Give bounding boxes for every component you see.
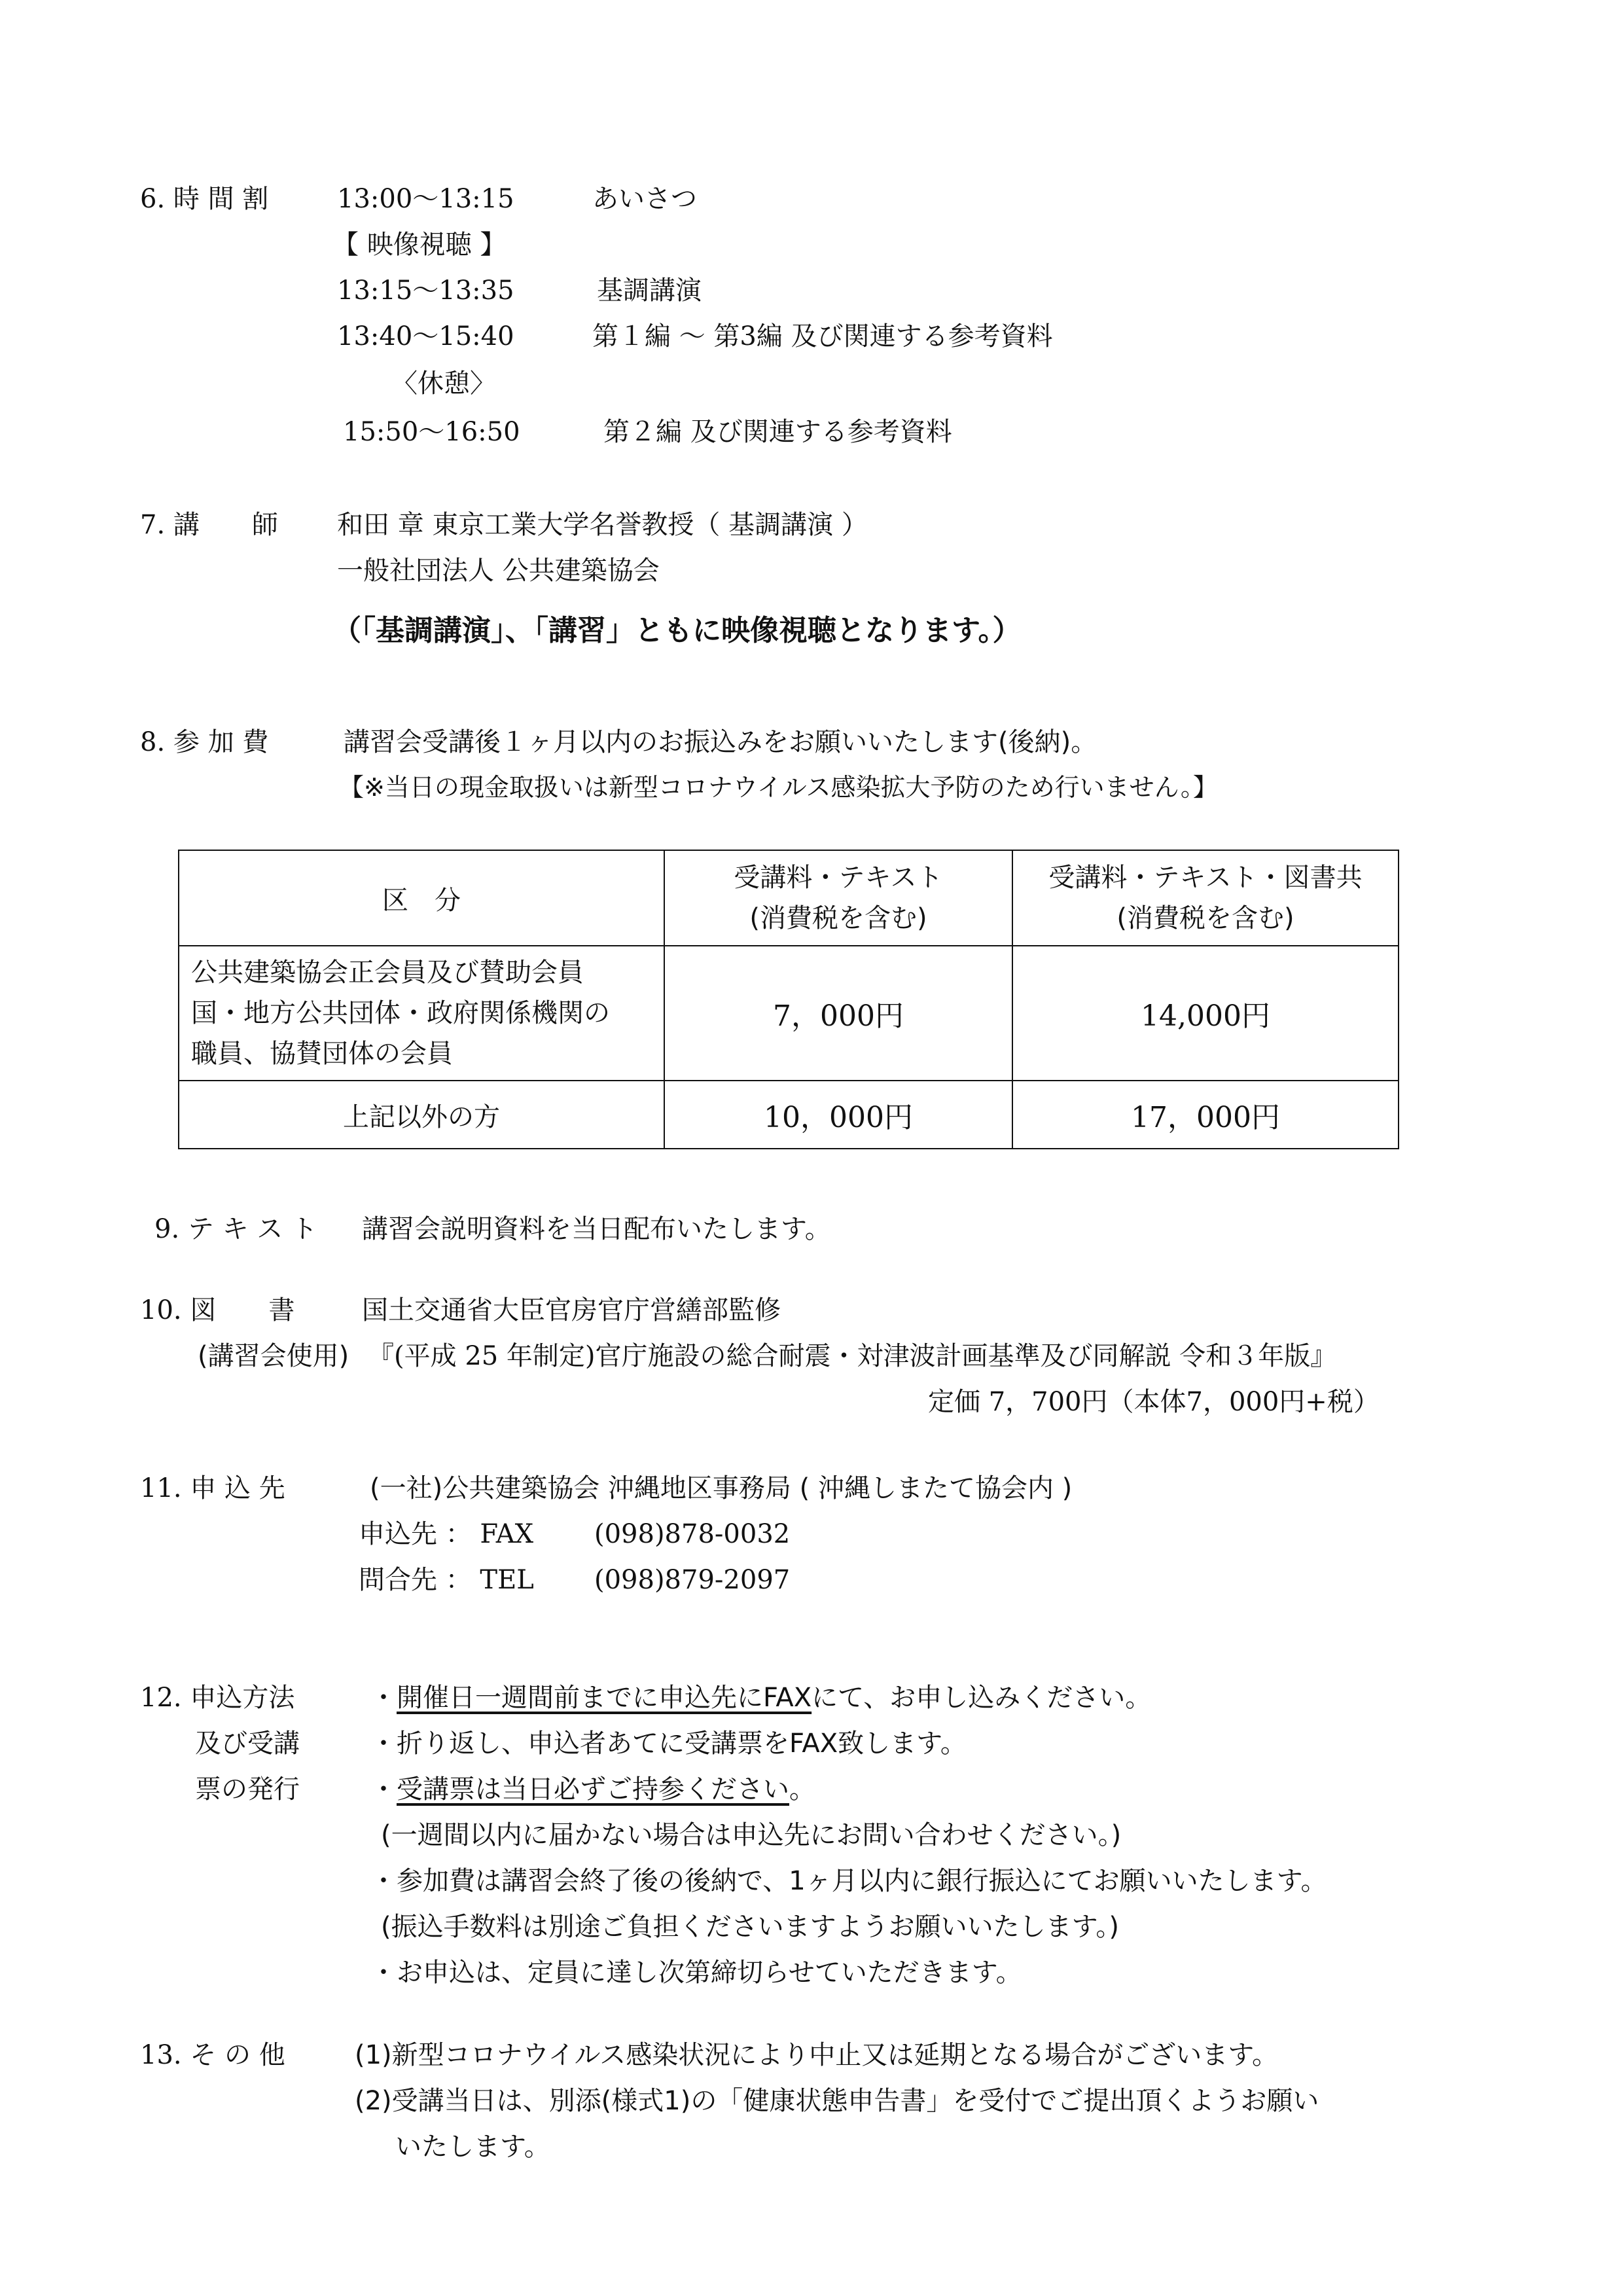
- schedule-time-3: 13:40～15:40: [337, 321, 514, 351]
- schedule-time-1: 13:00～13:15: [337, 184, 514, 214]
- section-12-heading: 12. 申込方法: [140, 1683, 295, 1713]
- table-row: [179, 850, 1399, 946]
- schedule-time-2: 13:15～13:35: [337, 276, 514, 306]
- lecturer-1: 和田 章 東京工業大学名誉教授（ 基調講演 ）: [337, 510, 868, 540]
- other-item-2-cont: いたします。: [395, 2132, 550, 2162]
- schedule-time-4: 15:50～16:50: [343, 417, 520, 447]
- fax-label: 申込先 ： FAX: [359, 1519, 534, 1549]
- section-9-heading: 9. テ キ ス ト: [154, 1214, 318, 1244]
- procedure-bullet-3: ・受講票は当日必ずご持参ください。: [370, 1774, 815, 1804]
- fee-cash-note: 【※当日の現金取扱いは新型コロナウイルス感染拡大予防のため行いません。】: [339, 773, 1218, 802]
- schedule-item-3: 第１編 ～ 第3編 及び関連する参考資料: [592, 321, 1053, 351]
- application-org: (一社)公共建築協会 沖縄地区事務局 ( 沖縄しまたて協会内 ): [370, 1473, 1073, 1503]
- fee-payment-note: 講習会受講後１ヶ月以内のお振込みをお願いいたします(後納)。: [344, 727, 1097, 757]
- schedule-item-4: 第２編 及び関連する参考資料: [603, 417, 952, 447]
- schedule-break: 〈休憩〉: [391, 368, 496, 399]
- section-6-heading: 6. 時 間 割: [140, 184, 269, 214]
- book-title: 『(平成 25 年制定)官庁施設の総合耐震・対津波計画基準及び同解説 令和３年版』: [368, 1341, 1337, 1371]
- book-price: 定価 7，700円（本体7，000円+税）: [928, 1387, 1380, 1417]
- other-price-books: 17，000円: [1012, 1081, 1399, 1149]
- text-description: 講習会説明資料を当日配布いたします。: [362, 1214, 831, 1244]
- procedure-bullet-1: ・開催日一週間前までに申込先にFAXにて、お申し込みください。: [370, 1683, 1152, 1713]
- procedure-note-1: (一週間以内に届かない場合は申込先にお問い合わせください。): [381, 1820, 1122, 1850]
- book-supervisor: 国土交通省大臣官房官庁営繕部監修: [362, 1295, 781, 1325]
- fee-table: [178, 850, 1399, 1149]
- book-usage-label: (講習会使用): [198, 1341, 349, 1371]
- fax-number: (098)878-0032: [594, 1519, 791, 1549]
- ticket-emphasis: 受講票は当日必ずご持参ください: [397, 1774, 789, 1804]
- section-12-heading-3: 票の発行: [195, 1774, 300, 1804]
- member-price-text: 7，000円: [664, 946, 1012, 1081]
- section-7-heading: 7. 講 師: [140, 510, 278, 540]
- section-13-heading: 13. そ の 他: [140, 2040, 285, 2070]
- table-row: [179, 1081, 1399, 1149]
- procedure-bullet-4: ・参加費は講習会終了後の後納で、1ヶ月以内に銀行振込にてお願いいたします。: [370, 1866, 1327, 1896]
- tel-label: 問合先 ： TEL: [359, 1565, 534, 1595]
- other-price-text: 10，000円: [664, 1081, 1012, 1149]
- section-10-heading: 10. 図 書: [140, 1295, 295, 1325]
- lecturer-2: 一般社団法人 公共建築協会: [337, 556, 660, 586]
- member-price-books: 14,000円: [1012, 946, 1399, 1081]
- table-header-text-fee: 受講料・テキスト (消費税を含む): [664, 850, 1012, 946]
- table-row: [179, 946, 1399, 1081]
- category-header-label: 区 分: [382, 885, 461, 916]
- table-header-books-fee: 受講料・テキスト・図書共 (消費税を含む): [1012, 850, 1399, 946]
- schedule-item-2: 基調講演: [597, 276, 702, 306]
- other-item-2: (2)受講当日は、別添(様式1)の「健康状態申告書」を受付でご提出頂くようお願い: [355, 2086, 1319, 2116]
- schedule-item-1: あいさつ: [592, 184, 697, 214]
- member-category: 公共建築協会正会員及び賛助会員 国・地方公共団体・政府関係機関の 職員、協賛団体の会員: [179, 946, 664, 1081]
- section-8-heading: 8. 参 加 費: [140, 727, 269, 757]
- section-12-heading-2: 及び受講: [195, 1729, 300, 1759]
- section-11-heading: 11. 申 込 先: [140, 1473, 285, 1503]
- procedure-bullet-2: ・折り返し、申込者あてに受講票をFAX致します。: [370, 1729, 967, 1759]
- other-item-1: (1)新型コロナウイルス感染状況により中止又は延期となる場合がございます。: [355, 2040, 1279, 2070]
- schedule-video-label: 【 映像視聴 】: [332, 230, 507, 260]
- other-category: 上記以外の方: [179, 1081, 664, 1149]
- procedure-bullet-5: ・お申込は、定員に達し次第締切らせていただきます。: [370, 1958, 1022, 1988]
- tel-number: (098)879-2097: [594, 1565, 791, 1595]
- lecturer-note: （「基調講演」、「講習」ともに映像視聴となります。）: [332, 614, 1022, 647]
- deadline-emphasis: 開催日一週間前までに申込先にFAX: [397, 1683, 812, 1713]
- procedure-note-2: (振込手数料は別途ご負担くださいますようお願いいたします。): [381, 1912, 1120, 1942]
- table-header-category: [179, 850, 664, 946]
